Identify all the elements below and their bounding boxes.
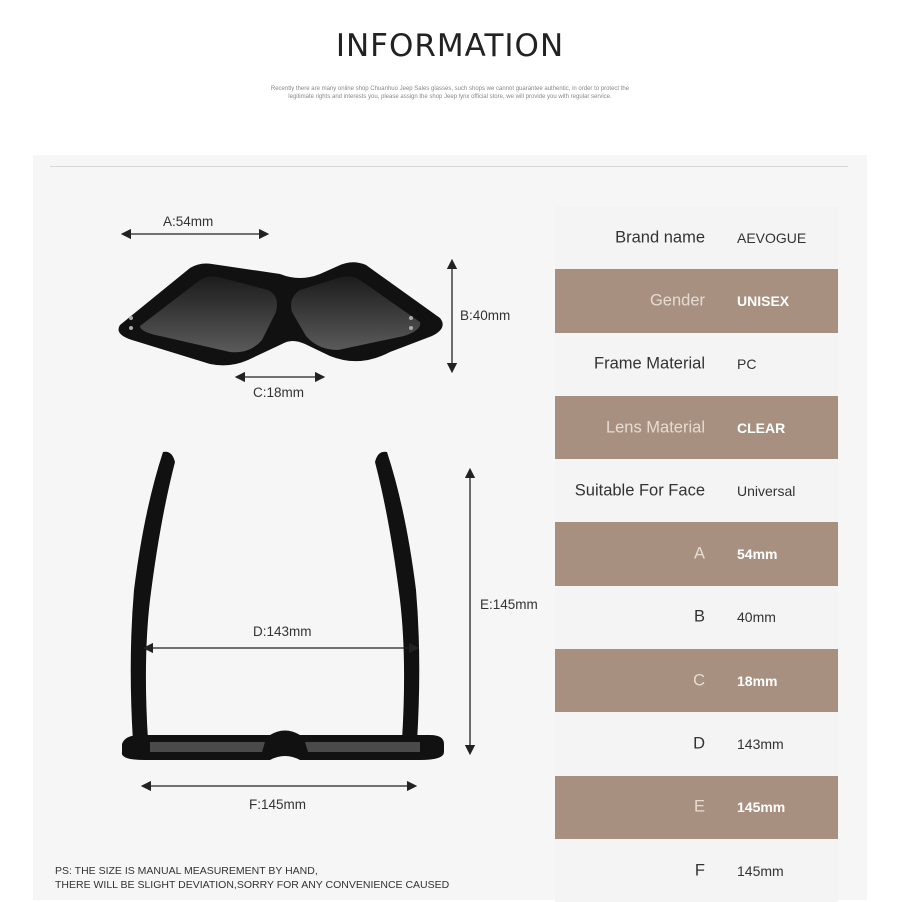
page-title: INFORMATION	[335, 28, 565, 64]
dim-c-label: C:18mm	[253, 385, 305, 400]
spec-value: Universal	[737, 482, 796, 499]
spec-value: 54mm	[737, 546, 778, 563]
measurement-note	[55, 864, 449, 892]
page-subtitle: Recently there are many online shop Chuanhuo Jeep Sales glasses, such shops we cannot guarantee authentic, in order to protect the legitimate rights and interests you, please assign the shop Jeep lynx official store, we will provide you with regular service.	[270, 86, 630, 100]
spec-value: 40mm	[737, 609, 776, 626]
dim-f-label: F:145mm	[249, 797, 307, 812]
spec-row	[555, 586, 838, 649]
spec-label: Gender	[649, 291, 705, 310]
spec-label: B	[693, 607, 705, 626]
note-line-2: THERE WILL BE SLIGHT DEVIATION,SORRY FOR ANY CONVENIENCE CAUSED	[55, 879, 450, 891]
dim-a-label: A:54mm	[163, 214, 214, 229]
spec-row	[555, 522, 838, 585]
top-view-glasses	[122, 452, 444, 760]
spec-row	[555, 459, 838, 522]
dim-e-label: E:145mm	[480, 597, 538, 612]
dim-b-label: B:40mm	[460, 308, 511, 323]
spec-row	[555, 776, 838, 839]
spec-value: UNISEX	[737, 292, 790, 309]
spec-row	[555, 206, 838, 269]
spec-label: A	[693, 544, 705, 563]
spec-row	[555, 839, 838, 902]
spec-row	[555, 269, 838, 332]
dim-d-label: D:143mm	[253, 624, 312, 639]
spec-label: F	[694, 861, 705, 880]
spec-row	[555, 333, 838, 396]
spec-table	[555, 206, 838, 902]
spec-label: E	[693, 797, 705, 816]
spec-row	[555, 396, 838, 459]
spec-value: 145mm	[737, 799, 786, 816]
spec-value: PC	[737, 356, 757, 373]
spec-value: CLEAR	[737, 419, 786, 436]
spec-value: 145mm	[737, 862, 784, 879]
spec-label: Suitable For Face	[574, 481, 705, 500]
spec-value: 143mm	[737, 736, 784, 753]
front-view-glasses	[119, 262, 443, 365]
spec-row	[555, 649, 838, 712]
spec-row	[555, 712, 838, 775]
spec-label: Brand name	[615, 228, 705, 247]
spec-label: D	[693, 734, 705, 753]
spec-label: C	[693, 671, 705, 690]
spec-label: Lens Material	[605, 418, 705, 437]
spec-value: AEVOGUE	[737, 229, 807, 246]
spec-value: 18mm	[737, 672, 778, 689]
spec-label: Frame Material	[594, 354, 705, 373]
note-line-1: PS: THE SIZE IS MANUAL MEASUREMENT BY HAND,	[55, 865, 318, 877]
